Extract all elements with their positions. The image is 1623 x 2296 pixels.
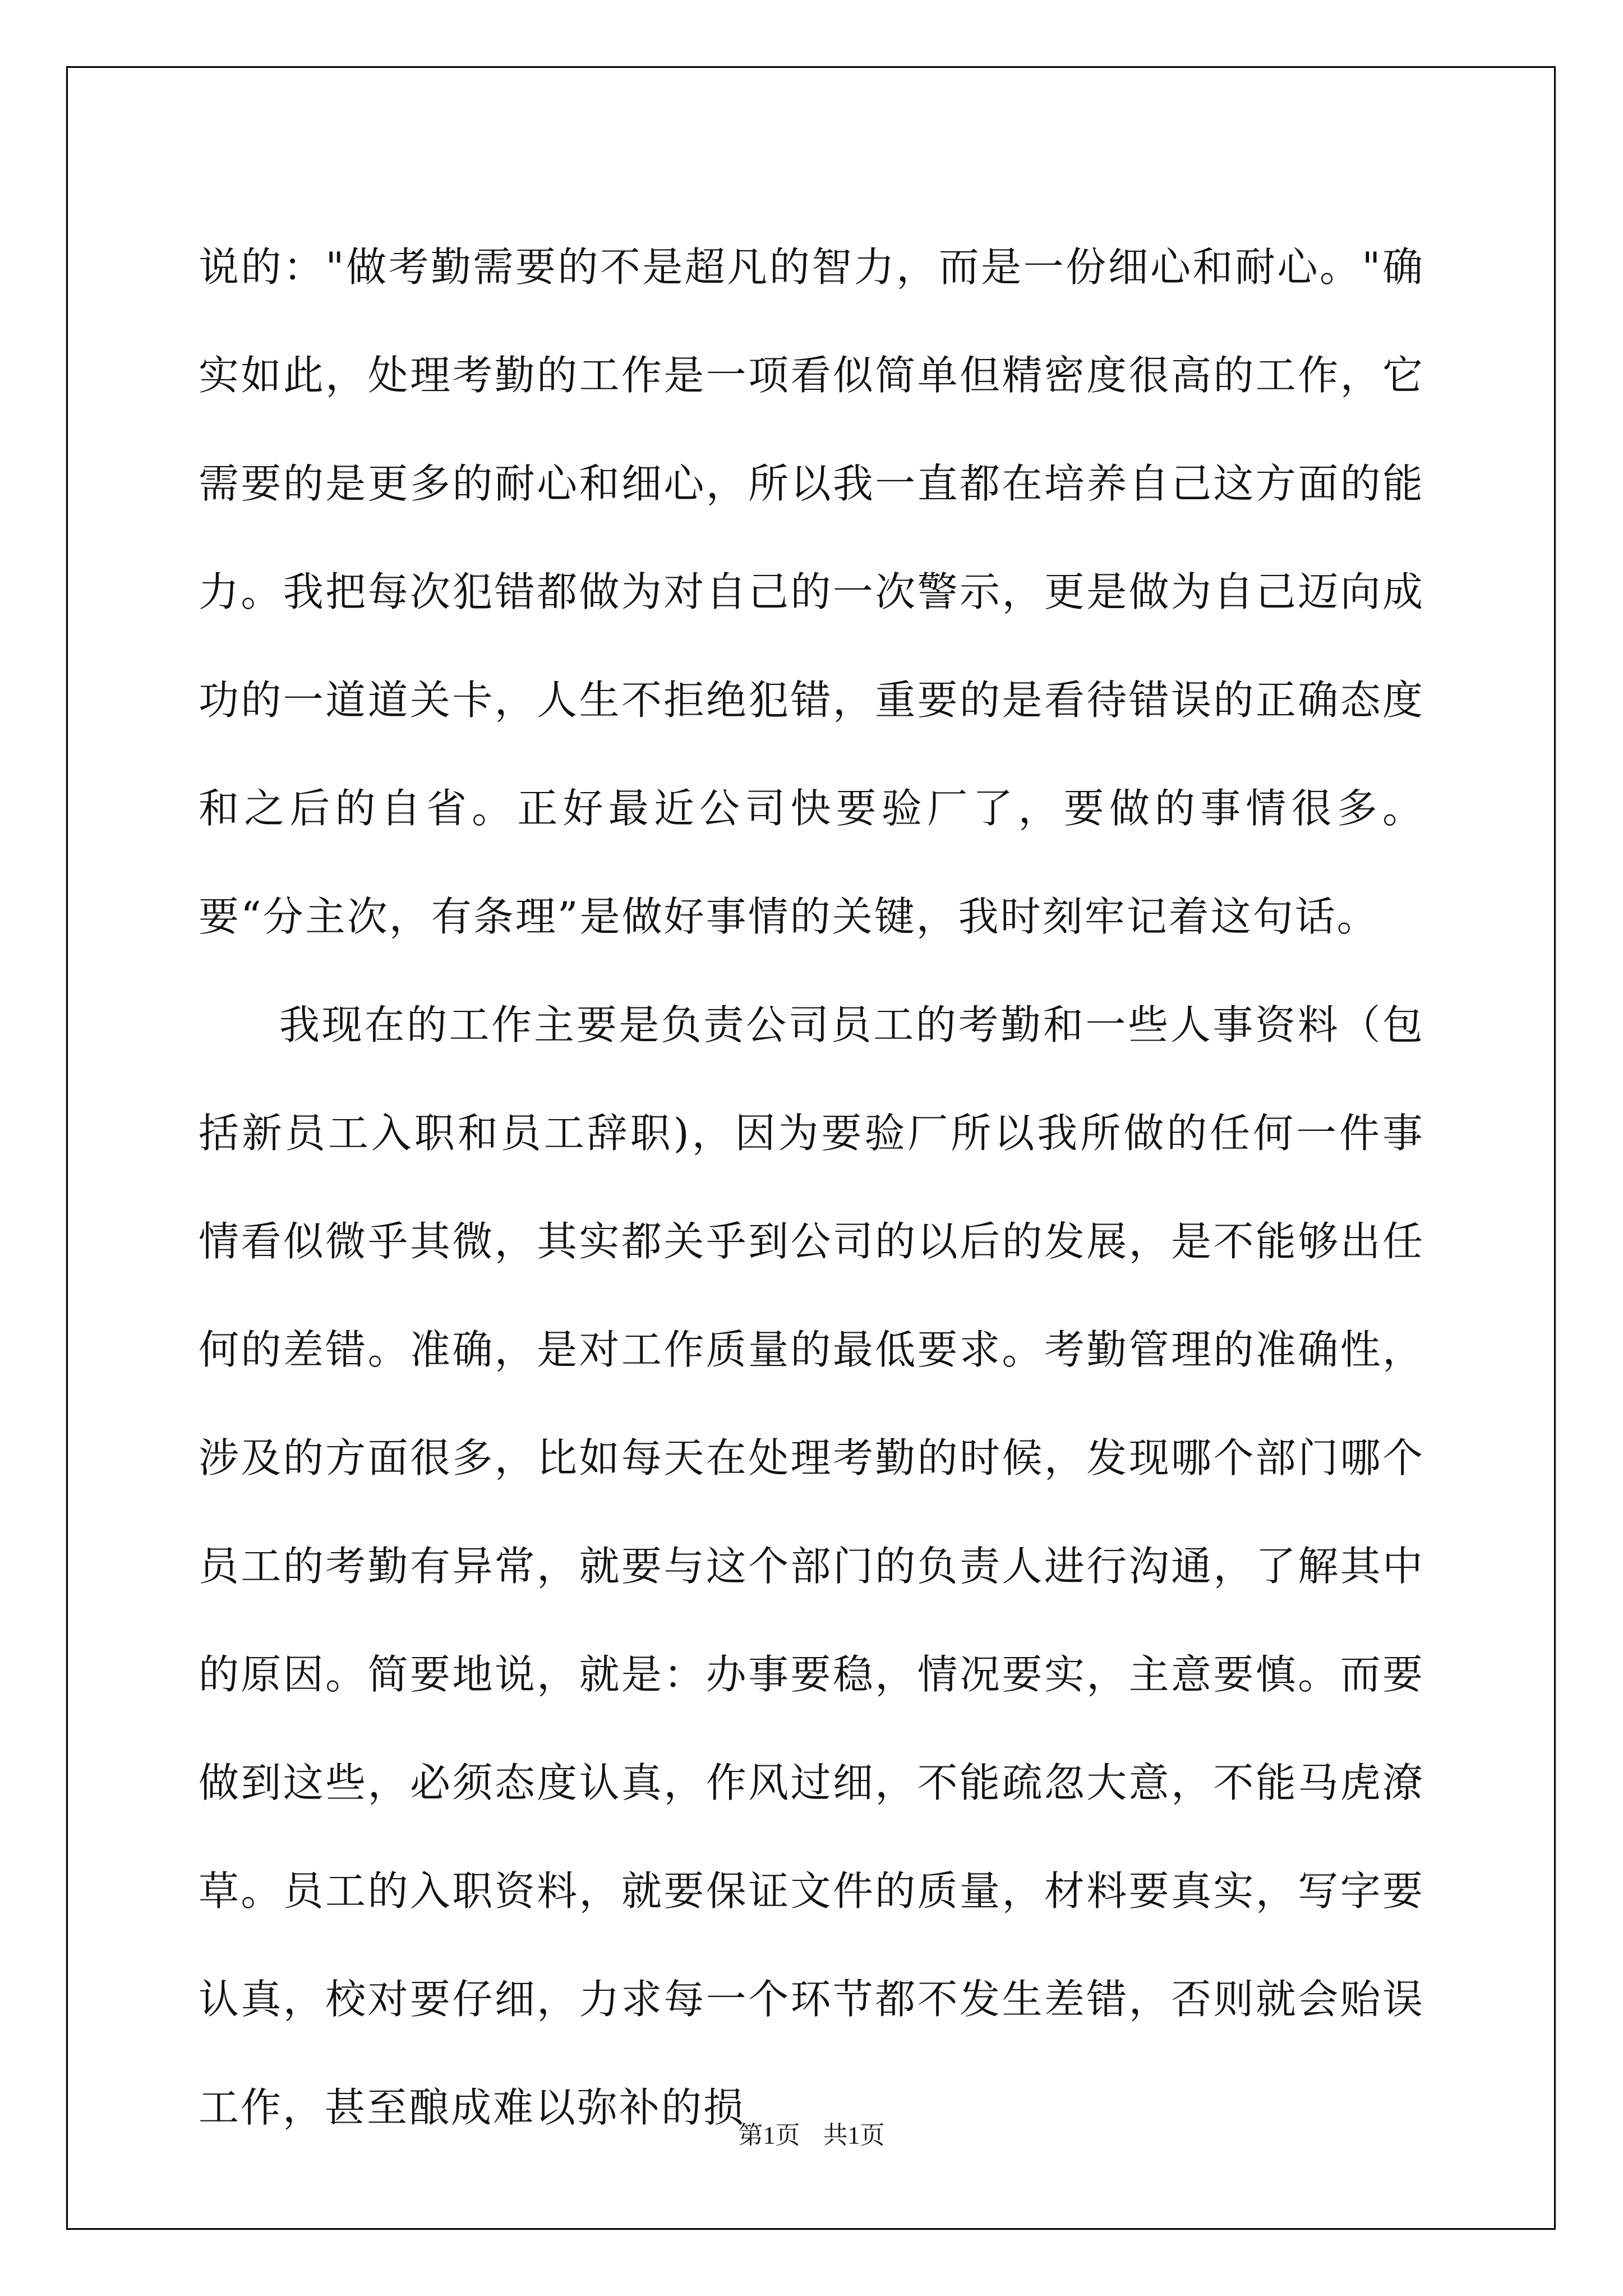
document-body (199, 213, 1424, 2162)
paragraph-2: 我现在的工作主要是负责公司员工的考勤和一些人事资料（包括新员工入职和员工辞职)，因为要验厂所以我所做的任何一件事情看似微乎其微，其实都关乎到公司的以后的发展，是不能够出任何的差错。准确，是对工作质量的最低要求。考勤管理的准确性，涉及的方面很多，比如每天在处理考勤的时候，发现哪个部门哪个员工的考勤有异常，就要与这个部门的负责人进行沟通，了解其中的原因。简要地说，就是：办事要稳，情况要实，主意要慎。而要做到这些，必须态度认真，作风过细，不能疏忽大意，不能马虎潦草。员工的入职资料，就要保证文件的质量，材料要真实，写字要认真，校对要仔细，力求每一个环节都不发生差错，否则就会贻误工作，甚至酿成难以弥补的损 (199, 1001, 1424, 2131)
paragraph-1: 说的："做考勤需要的不是超凡的智力，而是一份细心和耐心。"确实如此，处理考勤的工作是一项看似简单但精密度很高的工作，它需要的是更多的耐心和细心，所以我一直都在培养自己这方面的能力。我把每次犯错都做为对自己的一次警示，更是做为自己迈向成功的一道道关卡，人生不拒绝犯错，重要的是看待错误的正确态度和之后的自省。正好最近公司快要验厂了，要做的事情很多。要“分主次，有条理”是做好事情的关键，我时刻牢记着这句话。 (199, 243, 1424, 940)
page-footer: 第1页 共1页 (738, 2122, 885, 2149)
